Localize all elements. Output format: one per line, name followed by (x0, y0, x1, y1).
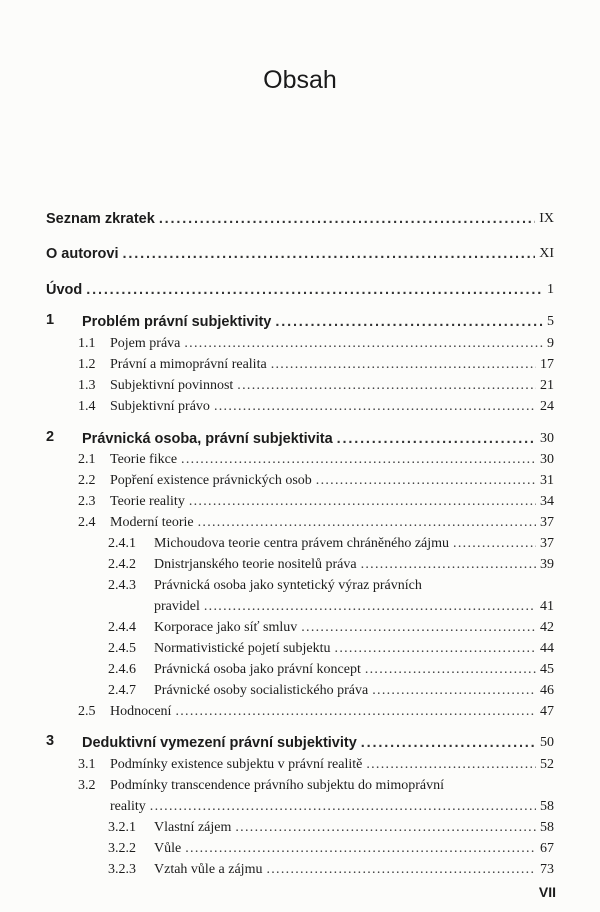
toc-entry-page: 42 (540, 620, 554, 635)
toc-entry-page: XI (539, 246, 554, 261)
leader-dots (271, 356, 536, 374)
subsection-title: Korporace jako síť smluv (154, 620, 298, 635)
toc-chapter-1[interactable] (46, 309, 554, 331)
section-title: Subjektivní právo (110, 399, 210, 414)
toc-entry-page: 39 (540, 557, 554, 572)
toc-entry-label: Úvod (46, 282, 83, 298)
subsection-number: 3.2.3 (108, 862, 136, 877)
section-title: Právní a mimoprávní realita (110, 357, 267, 372)
leader-dots (453, 535, 536, 553)
toc-subsection[interactable] (108, 857, 554, 879)
toc-subsection[interactable] (108, 531, 554, 553)
toc-entry-page: 37 (540, 515, 554, 530)
subsection-number: 2.4.4 (108, 620, 136, 635)
section-number: 2.1 (78, 452, 96, 467)
toc-entry-page: 5 (547, 314, 554, 329)
chapter-title: Právnická osoba, právní subjektivita (82, 431, 333, 447)
leader-dots (175, 703, 536, 721)
subsection-number: 3.2.2 (108, 841, 136, 856)
leader-dots (198, 514, 536, 532)
toc-entry-page: 30 (540, 431, 554, 446)
section-number: 3.2 (78, 778, 96, 793)
subsection-title: Michoudova teorie centra právem chráněného zájmu (154, 536, 450, 551)
toc-entry-page: 24 (540, 399, 554, 414)
section-number: 1.4 (78, 399, 96, 414)
leader-dots (184, 335, 543, 353)
toc-entry-label: O autorovi (46, 246, 119, 262)
toc-entry-page: IX (539, 211, 554, 226)
toc-section[interactable] (78, 489, 554, 511)
subsection-number: 3.2.1 (108, 820, 136, 835)
toc-section[interactable] (78, 331, 554, 353)
toc-entry-introduction[interactable] (46, 277, 554, 299)
section-number: 2.4 (78, 515, 96, 530)
chapter-number: 2 (46, 429, 55, 445)
toc-entry-page: 73 (540, 862, 554, 877)
section-number: 2.2 (78, 473, 96, 488)
toc-section[interactable] (78, 447, 554, 469)
leader-dots (301, 619, 536, 637)
toc-entry-page: 45 (540, 662, 554, 677)
toc-section[interactable] (78, 699, 554, 721)
section-title: Hodnocení (110, 704, 172, 719)
leader-dots (86, 281, 543, 299)
toc-entry-page: 21 (540, 378, 554, 393)
section-title: Podmínky transcendence právního subjektu do mimoprávní (110, 778, 444, 793)
leader-dots (335, 640, 536, 658)
leader-dots (189, 493, 536, 511)
chapter-number: 1 (46, 312, 55, 328)
toc-chapter-3[interactable] (46, 730, 554, 752)
toc-entry-page: 67 (540, 841, 554, 856)
toc-entry-page: 46 (540, 683, 554, 698)
chapter-number: 3 (46, 733, 55, 749)
leader-dots (181, 451, 536, 469)
page-title: Obsah (263, 66, 337, 94)
toc-section[interactable] (78, 394, 554, 416)
section-title: Popření existence právnických osob (110, 473, 312, 488)
toc-entry-abbreviations[interactable] (46, 206, 554, 228)
toc-entry-page: 44 (540, 641, 554, 656)
section-title: Moderní teorie (110, 515, 194, 530)
subsection-number: 2.4.1 (108, 536, 136, 551)
subsection-title: Právnická osoba jako právní koncept (154, 662, 361, 677)
toc-entry-page: 52 (540, 757, 554, 772)
subsection-title-continued: pravidel (154, 599, 200, 614)
toc-entry-page: 37 (540, 536, 554, 551)
toc-section[interactable] (78, 773, 554, 795)
leader-dots (235, 819, 536, 837)
section-number: 2.3 (78, 494, 96, 509)
toc-entry-page: 1 (547, 282, 554, 297)
toc-entry-page: 17 (540, 357, 554, 372)
leader-dots (361, 734, 536, 752)
page-number: VII (538, 884, 556, 900)
toc-subsection[interactable] (108, 552, 554, 574)
subsection-number: 2.4.3 (108, 578, 136, 593)
toc-entry-page: 47 (540, 704, 554, 719)
toc-section-continued[interactable] (110, 794, 554, 816)
subsection-title: Vztah vůle a zájmu (154, 862, 263, 877)
toc-subsection[interactable] (108, 678, 554, 700)
toc-entry-page: 9 (547, 336, 554, 351)
section-number: 1.2 (78, 357, 96, 372)
toc-entry-page: 58 (540, 799, 554, 814)
toc-entry-page: 34 (540, 494, 554, 509)
chapter-title: Problém právní subjektivity (82, 314, 272, 330)
section-title: Teorie reality (110, 494, 185, 509)
leader-dots (361, 556, 536, 574)
toc-section[interactable] (78, 468, 554, 490)
leader-dots (275, 313, 543, 331)
section-title-continued: reality (110, 799, 146, 814)
subsection-title: Normativistické pojetí subjektu (154, 641, 331, 656)
subsection-title: Právnické osoby socialistického práva (154, 683, 369, 698)
leader-dots (185, 840, 536, 858)
leader-dots (123, 245, 536, 263)
subsection-number: 2.4.6 (108, 662, 136, 677)
section-title: Subjektivní povinnost (110, 378, 234, 393)
section-number: 3.1 (78, 757, 96, 772)
leader-dots (237, 377, 536, 395)
leader-dots (266, 861, 536, 879)
toc-subsection-continued[interactable] (154, 594, 554, 616)
toc-subsection[interactable] (108, 836, 554, 858)
toc-subsection[interactable] (108, 615, 554, 637)
leader-dots (372, 682, 536, 700)
subsection-number: 2.4.2 (108, 557, 136, 572)
subsection-title: Vlastní zájem (154, 820, 232, 835)
toc-entry-page: 58 (540, 820, 554, 835)
section-title: Pojem práva (110, 336, 181, 351)
leader-dots (337, 430, 536, 448)
toc-section[interactable] (78, 510, 554, 532)
toc-entry-page: 31 (540, 473, 554, 488)
toc-section[interactable] (78, 373, 554, 395)
toc-section[interactable] (78, 752, 554, 774)
leader-dots (150, 798, 536, 816)
toc-entry-about-author[interactable] (46, 241, 554, 263)
leader-dots (204, 598, 536, 616)
section-title: Podmínky existence subjektu v právní realitě (110, 757, 363, 772)
subsection-number: 2.4.5 (108, 641, 136, 656)
toc-entry-page: 41 (540, 599, 554, 614)
toc-subsection[interactable] (108, 657, 554, 679)
toc-entry-page: 30 (540, 452, 554, 467)
leader-dots (159, 210, 535, 228)
toc-subsection[interactable] (108, 573, 554, 595)
subsection-title: Vůle (154, 841, 182, 856)
toc-subsection[interactable] (108, 815, 554, 837)
section-number: 2.5 (78, 704, 96, 719)
section-number: 1.1 (78, 336, 96, 351)
section-title: Teorie fikce (110, 452, 178, 467)
toc-entry-page: 50 (540, 735, 554, 750)
leader-dots (316, 472, 536, 490)
subsection-title: Právnická osoba jako syntetický výraz právních (154, 578, 422, 593)
toc-subsection[interactable] (108, 636, 554, 658)
toc-section[interactable] (78, 352, 554, 374)
leader-dots (365, 661, 536, 679)
leader-dots (366, 756, 536, 774)
subsection-title: Dnistrjanského teorie nositelů práva (154, 557, 357, 572)
toc-chapter-2[interactable] (46, 426, 554, 448)
subsection-number: 2.4.7 (108, 683, 136, 698)
chapter-title: Deduktivní vymezení právní subjektivity (82, 735, 357, 751)
leader-dots (214, 398, 536, 416)
section-number: 1.3 (78, 378, 96, 393)
toc-entry-label: Seznam zkratek (46, 211, 155, 227)
